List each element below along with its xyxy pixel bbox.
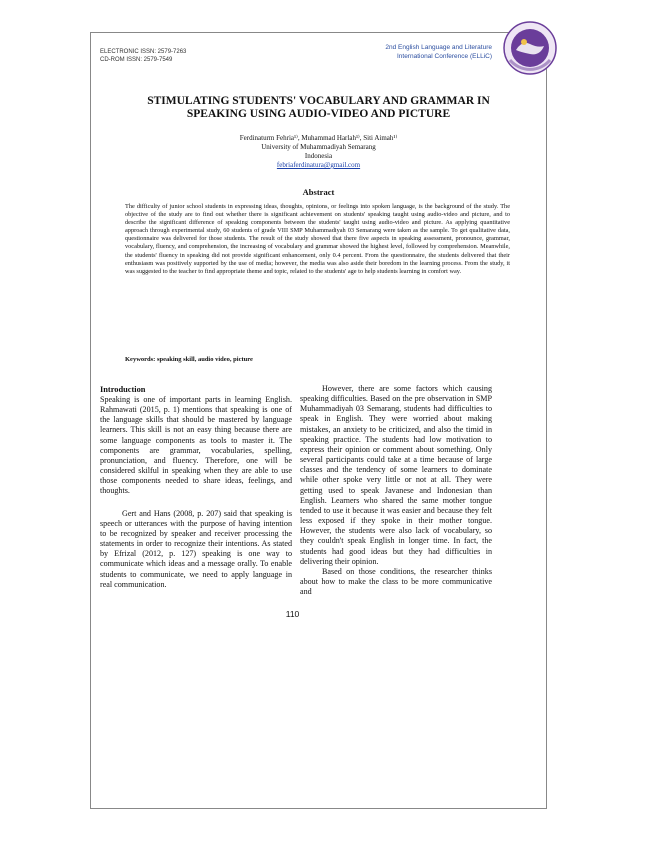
right-paragraph-2: Based on those conditions, the researcher thinks about how to make the class to be more communicative and: [300, 566, 492, 597]
issn-block: [100, 48, 186, 64]
author-affiliation: University of Muhammadiyah Semarang: [261, 143, 376, 151]
left-paragraph-1: Speaking is one of important parts in learning English. Rahmawati (2015, p. 1) mentions that speaking is one of the language skills that should be mastered by language learners. This skill is not an easy thing because there are some language components as tools to master it. The components are grammar, vocabularies, spelling, pronunciation, and fluency. Therefore, one will be considered skilful in speaking when they are able to use those components needed to share ideas, feelings, and thoughts.: [100, 395, 292, 496]
introduction-heading: Introduction: [100, 385, 146, 394]
author-block: [100, 134, 537, 170]
author-email-link[interactable]: febriaferdinatura@gmail.com: [276, 161, 361, 169]
keywords: Keywords: speaking skill, audio video, picture: [125, 356, 253, 363]
conference-line-1: 2nd English Language and Literature: [385, 44, 492, 51]
conference-name: [362, 43, 492, 61]
title-line-1: STIMULATING STUDENTS' VOCABULARY AND GRAMMAR IN: [147, 95, 490, 107]
author-names: Ferdinaturm Fehria¹⁾, Muhammad Harlah¹⁾, Siti Aimah¹⁾: [239, 134, 398, 142]
title-line-2: SPEAKING USING AUDIO-VIDEO AND PICTURE: [186, 108, 451, 120]
cdrom-issn: CD-ROM ISSN: 2579-7549: [100, 57, 173, 63]
paper-title: [100, 95, 537, 121]
electronic-issn: ELECTRONIC ISSN: 2579-7263: [100, 49, 187, 55]
right-column: [300, 384, 492, 597]
page-number: 110: [285, 609, 300, 619]
left-paragraph-2: Gert and Hans (2008, p. 207) said that speaking is speech or utterances with the purpose of having intention to be recognized by speaker and receiver processing the statements in order to recognize their intentions. As stated by Efrizal (2012, p. 127) speaking is one way to communicate which ideas and a message orally. To enable students to communicate, we need to apply language in real communication.: [100, 508, 292, 589]
ellic-seal-logo-icon: [502, 20, 558, 76]
right-paragraph-1: However, there are some factors which causing speaking difficulties. Based on the pre observation in SMP Muhammadiyah 03 Semarang, students had difficulties to speak in English. They were worried about making mistakes, an anxiety to be criticized, and also the timid in speaking practice. The students had low motivation to express their opinion or comment about something. Only several participants could take at a time because of large classes and the tendency of some learners to dominate while other spoke very little or not at all. They were getting used to speak Javanese and Indonesian than English. Learners who shared the same mother tongue tended to use it because it was easier and because they felt less exposed if they spoke in their mother tongue. However, the students were also lack of vocabulary, so they couldn't speak English in longer time. In fact, the students had good ideas but they had difficulties in delivering their opinion.: [300, 384, 492, 566]
abstract-text: The difficulty of junior school students in expressing ideas, thoughts, opinions, or feelings into spoken language, is the background of the study. The objective of the study are to find out whether there is significant achievement on students' speaking taught using audio-video and picture, and to describe the significant difference of speaking components between the students' taught using audio-video and picture. As applying quantitative approach through experimental study, 60 students of grade VIII SMP Muhammadiyah 03 Semarang were taken as the sample. To get qualitative data, questionnaire was delivered for those students. The result of the study showed that there five aspects in speaking assessment, pronounce, grammar, vocabulary, fluency, and comprehension, the increasing of vocabulary and grammar showed the highest level, followed by comprehension. Meanwhile, the students' fluency in speaking did not provide significant enhancement, only 0.4 percent. From the questionnaire, the students delivered that their enthusiasm was positively supported by the use of media; however, the media was also aside their boredom in the learning process. From the study, it was suggested to the teacher to find appropriate theme and topic, related to the students' age to help students learning in comfort way.: [125, 203, 510, 275]
left-column: [100, 385, 292, 590]
abstract-heading: Abstract: [302, 187, 335, 197]
conference-line-2: International Conference (ELLiC): [396, 53, 492, 60]
author-country: Indonesia: [304, 152, 333, 160]
